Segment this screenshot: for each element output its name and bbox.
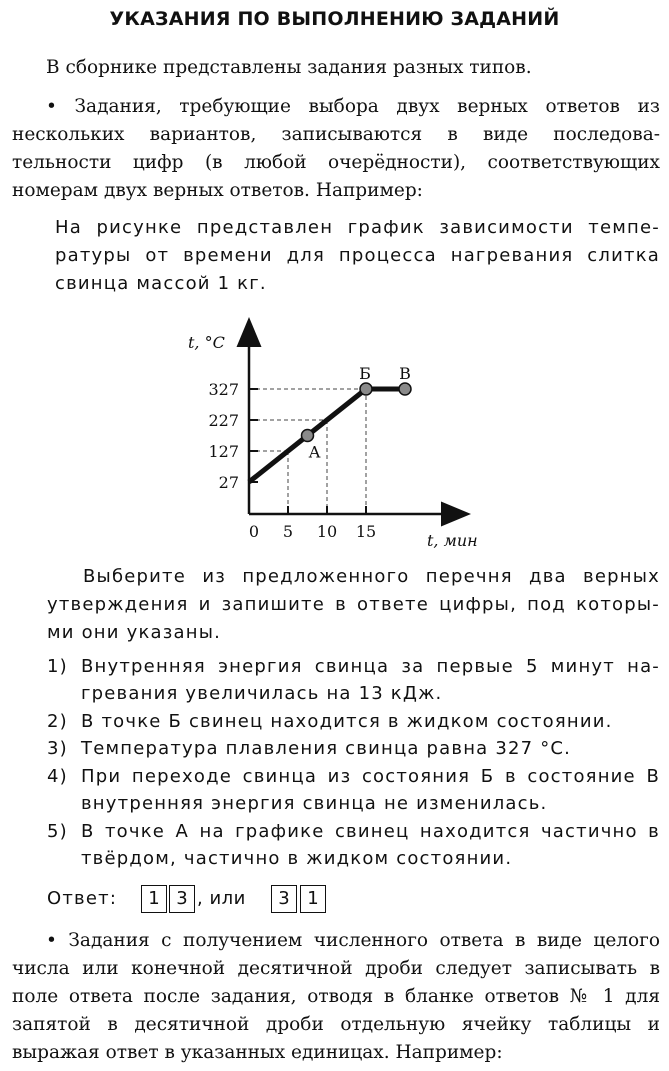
section1-line-1: • Задания, требующие выбора двух верных ответов из <box>46 96 660 117</box>
problem-line-2: ратуры от времени для процесса нагревания слитка <box>55 245 660 266</box>
answer-cell: 3 <box>169 885 195 913</box>
problem-line-1: На рисунке представлен график зависимости темпе- <box>55 217 660 238</box>
section2-line-4: запятой в десятичной дроби отдельную ячейку таблицы и <box>12 1014 660 1035</box>
answer-label: Ответ: <box>47 888 118 909</box>
intro-text: В сборнике представлены задания разных типов. <box>46 57 532 78</box>
y-tick-label: 327 <box>208 380 239 399</box>
y-axis-label: t, °С <box>188 333 225 352</box>
point-marker <box>399 383 411 395</box>
section2-line-5: выражая ответ в указанных единицах. Например: <box>12 1042 503 1063</box>
option-5-line-1: В точке А на графике свинец находится частично в <box>81 821 660 842</box>
option-4-line-1: При переходе свинца из состояния Б в состояние В <box>81 766 660 787</box>
point-label: А <box>308 442 321 462</box>
point-label: Б <box>359 364 371 383</box>
x-tick-label: 10 <box>316 522 338 541</box>
answer-cell: 1 <box>300 885 326 913</box>
option-2-line-1: В точке Б свинец находится в жидком состоянии. <box>81 711 613 732</box>
option-1-line-2: гревания увеличилась на 13 кДж. <box>81 683 443 704</box>
section1-line-2: нескольких вариантов, записываются в виде последова- <box>12 124 660 145</box>
y-tick-label: 127 <box>208 442 239 461</box>
option-3-number: 3) <box>47 738 68 759</box>
option-2-number: 2) <box>47 711 68 732</box>
point-label: В <box>399 364 411 383</box>
section2-line-3: поле ответа после задания, отводя в бланке ответов № 1 для <box>12 986 660 1007</box>
x-axis-label: t, мин <box>427 531 478 550</box>
point-marker <box>302 430 314 442</box>
option-1-line-1: Внутренняя энергия свинца за первые 5 минут на- <box>81 656 660 677</box>
y-tick-label: 227 <box>208 411 239 430</box>
problem-line-3: свинца массой 1 кг. <box>55 273 267 294</box>
answer-or-text: , или <box>197 888 246 909</box>
option-3-line-1: Температура плавления свинца равна 327 °С. <box>81 738 572 759</box>
x-tick-label: 5 <box>282 522 294 541</box>
option-4-line-2: внутренняя энергия свинца не изменилась. <box>81 793 548 814</box>
answer-cell: 1 <box>141 885 167 913</box>
answer-cell: 3 <box>271 885 297 913</box>
section2-line-2: числа или конечной десятичной дроби следует записывать в <box>12 958 660 979</box>
section2-line-1: • Задания с получением численного ответа в виде целого <box>46 930 660 951</box>
x-tick-label: 0 <box>248 522 260 541</box>
temperature-time-chart <box>170 310 490 555</box>
option-5-number: 5) <box>47 821 68 842</box>
instruction-line-2: утверждения и запишите в ответе цифры, под которы- <box>47 594 660 615</box>
instruction-line-3: ми они указаны. <box>47 622 222 643</box>
option-5-line-2: твёрдом, частично в жидком состоянии. <box>81 848 513 869</box>
option-1-number: 1) <box>47 656 68 677</box>
section1-line-4: номерам двух верных ответов. Например: <box>12 180 423 201</box>
point-marker <box>360 383 372 395</box>
x-tick-label: 15 <box>355 522 377 541</box>
series-line <box>249 389 409 482</box>
option-4-number: 4) <box>47 766 68 787</box>
section1-line-3: тельности цифр (в любой очерёдности), соответствующих <box>12 152 660 173</box>
instruction-line-1: Выберите из предложенного перечня два верных <box>83 566 660 587</box>
y-tick-label: 27 <box>218 473 239 492</box>
page-heading: УКАЗАНИЯ ПО ВЫПОЛНЕНИЮ ЗАДАНИЙ <box>109 8 560 30</box>
